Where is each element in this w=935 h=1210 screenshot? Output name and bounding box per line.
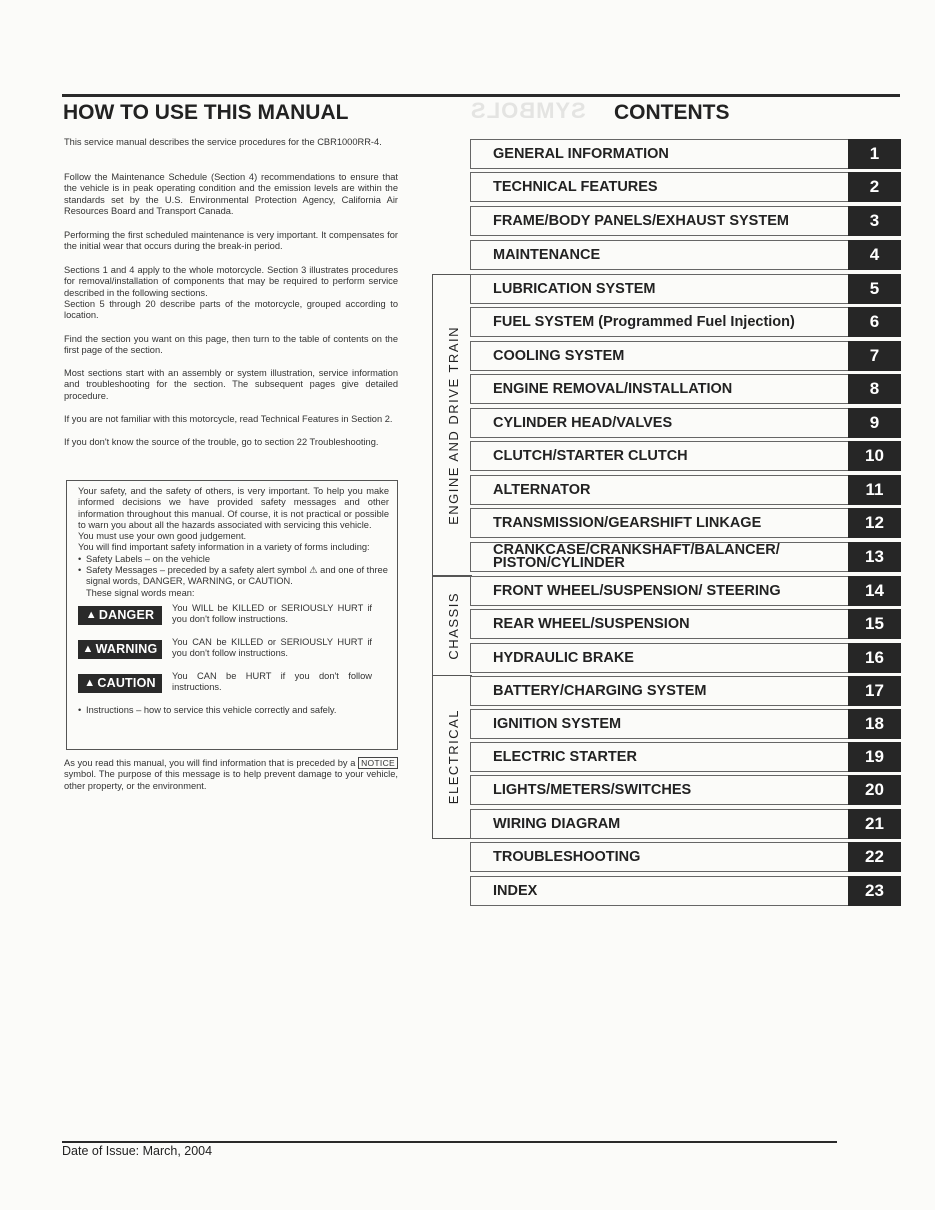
section-number: 14	[848, 576, 901, 606]
warning-badge	[78, 640, 162, 659]
section-number: 5	[848, 274, 901, 304]
contents-label: CRANKCASE/CRANKSHAFT/BALANCER/ PISTON/CYLINDER	[493, 542, 780, 571]
contents-label: MAINTENANCE	[493, 246, 601, 263]
intro-paragraph: Find the section you want on this page, then turn to the table of contents on the first page of the section.	[64, 334, 398, 356]
intro-paragraph: Follow the Maintenance Schedule (Section 4) recommendations to ensure that the vehicle is in peak operating condition and the emission levels are within the standards set by the U.S. Environmental Protection Agency, California Air Resources Board and Transport Canada.	[64, 172, 398, 217]
contents-label: TRANSMISSION/GEARSHIFT LINKAGE	[493, 514, 762, 531]
contents-item[interactable]	[470, 876, 901, 906]
danger-badge	[78, 606, 162, 625]
section-number: 15	[848, 609, 901, 639]
signal-danger	[78, 603, 389, 633]
contents-label: ELECTRIC STARTER	[493, 748, 637, 765]
section-number: 21	[848, 809, 901, 839]
contents-label: LIGHTS/METERS/SWITCHES	[493, 781, 692, 798]
contents-label: BATTERY/CHARGING SYSTEM	[493, 682, 707, 699]
safety-text: These signal words mean:	[86, 587, 195, 598]
notice-paragraph	[64, 758, 398, 792]
contents-item[interactable]	[470, 676, 901, 706]
contents-item[interactable]	[470, 172, 901, 202]
section-number: 1	[848, 139, 901, 169]
contents-label: IGNITION SYSTEM	[493, 715, 622, 732]
notice-text: As you read this manual, you will find information that is preceded by a	[64, 758, 356, 768]
caution-badge	[78, 674, 162, 693]
contents-label: ALTERNATOR	[493, 481, 591, 498]
ghost-heading: SYMBOLS	[470, 98, 586, 123]
contents-label: WIRING DIAGRAM	[493, 815, 621, 832]
contents-title: CONTENTS	[614, 101, 730, 124]
contents-item[interactable]	[470, 508, 901, 538]
contents-label: HYDRAULIC BRAKE	[493, 649, 634, 666]
contents-item[interactable]	[470, 341, 901, 371]
contents-item[interactable]	[470, 240, 901, 270]
section-number: 17	[848, 676, 901, 706]
contents-item[interactable]	[470, 441, 901, 471]
contents-item[interactable]	[470, 307, 901, 337]
signal-word: DANGER	[98, 607, 155, 622]
contents-item[interactable]	[470, 576, 901, 606]
alert-triangle-icon: ▲	[85, 608, 97, 621]
notice-tag: NOTICE	[358, 757, 398, 769]
section-number: 9	[848, 408, 901, 438]
section-number: 2	[848, 172, 901, 202]
safety-text: You must use your own good judgement.	[78, 531, 247, 542]
contents-item[interactable]	[470, 542, 901, 572]
contents-item[interactable]	[470, 374, 901, 404]
signal-description: You CAN be KILLED or SERIOUSLY HURT if you don't follow instructions.	[172, 636, 372, 659]
safety-box	[66, 480, 398, 750]
notice-text: symbol. The purpose of this message is to help prevent damage to your vehicle, other property, or the environment.	[64, 769, 398, 791]
contents-item[interactable]	[470, 775, 901, 805]
intro-paragraph: Sections 1 and 4 apply to the whole motorcycle. Section 3 illustrates procedures for removal/installation of components that may be required to perform service described in the following sections.	[64, 265, 398, 298]
section-number: 8	[848, 374, 901, 404]
section-number: 4	[848, 240, 901, 270]
page-title: HOW TO USE THIS MANUAL	[63, 101, 349, 124]
intro-paragraph: This service manual describes the service procedures for the CBR1000RR-4.	[64, 137, 382, 147]
section-number: 6	[848, 307, 901, 337]
signal-caution	[78, 671, 389, 701]
alert-triangle-icon: ▲	[84, 676, 96, 689]
group-chassis-label: CHASSIS	[445, 592, 461, 660]
contents-item[interactable]	[470, 842, 901, 872]
contents-item[interactable]	[470, 809, 901, 839]
section-number: 16	[848, 643, 901, 673]
contents-item[interactable]	[470, 742, 901, 772]
alert-triangle-icon: ▲	[82, 642, 94, 655]
contents-item[interactable]	[470, 408, 901, 438]
contents-label: FUEL SYSTEM (Programmed Fuel Injection)	[493, 313, 795, 330]
section-number: 18	[848, 709, 901, 739]
contents-item[interactable]	[470, 475, 901, 505]
safety-bullet: • Instructions – how to service this vehicle correctly and safely.	[78, 705, 389, 716]
contents-item[interactable]	[470, 709, 901, 739]
intro-paragraph: Section 5 through 20 describe parts of the motorcycle, grouped according to location.	[64, 299, 398, 321]
section-number: 10	[848, 441, 901, 471]
intro-paragraph: If you don't know the source of the trouble, go to section 22 Troubleshooting.	[64, 437, 379, 447]
contents-label: INDEX	[493, 882, 538, 899]
contents-label: ENGINE REMOVAL/INSTALLATION	[493, 380, 733, 397]
contents-item[interactable]	[470, 206, 901, 236]
intro-paragraph: Most sections start with an assembly or system illustration, service information and troubleshooting for the section. The subsequent pages give detailed procedure.	[64, 368, 398, 401]
section-number: 20	[848, 775, 901, 805]
group-engine-label: ENGINE AND DRIVE TRAIN	[445, 325, 461, 525]
contents-item[interactable]	[470, 274, 901, 304]
section-number: 7	[848, 341, 901, 371]
top-rule	[62, 94, 900, 97]
contents-item[interactable]	[470, 139, 901, 169]
section-number: 12	[848, 508, 901, 538]
contents-label: COOLING SYSTEM	[493, 347, 625, 364]
section-number: 3	[848, 206, 901, 236]
section-number: 19	[848, 742, 901, 772]
signal-word: WARNING	[95, 641, 158, 656]
section-number: 11	[848, 475, 901, 505]
signal-word: CAUTION	[97, 675, 156, 690]
safety-text: Your safety, and the safety of others, is very important. To help you make informed decisions we have provided safety messages and other information throughout this manual. Of course, it is not practical or possible to warn you about all the hazards associated with servicing this vehicle.	[78, 486, 389, 530]
contents-label: FRONT WHEEL/SUSPENSION/ STEERING	[493, 582, 781, 599]
group-electrical-label: ELECTRICAL	[445, 709, 461, 805]
safety-bullet: • Safety Messages – preceded by a safety alert symbol ⚠ and one of three signal words, DANGER, WARNING, or CAUTION.	[78, 565, 389, 588]
bottom-rule	[62, 1141, 837, 1143]
section-number: 23	[848, 876, 901, 906]
section-number: 13	[848, 542, 901, 572]
safety-text: You will find important safety information in a variety of forms including:	[78, 542, 370, 553]
group-engine-bracket	[432, 274, 472, 576]
contents-item[interactable]	[470, 609, 901, 639]
issue-date: Date of Issue: March, 2004	[62, 1144, 213, 1158]
group-chassis-bracket	[432, 576, 472, 676]
contents-label: TECHNICAL FEATURES	[493, 178, 658, 195]
contents-label: FRAME/BODY PANELS/EXHAUST SYSTEM	[493, 212, 789, 229]
intro-paragraph: Performing the first scheduled maintenance is very important. It compensates for the initial wear that occurs during the break-in period.	[64, 230, 398, 252]
contents-label: TROUBLESHOOTING	[493, 848, 641, 865]
contents-label: REAR WHEEL/SUSPENSION	[493, 615, 690, 632]
intro-paragraph: If you are not familiar with this motorcycle, read Technical Features in Section 2.	[64, 414, 393, 424]
contents-label: CLUTCH/STARTER CLUTCH	[493, 447, 688, 464]
contents-label: CYLINDER HEAD/VALVES	[493, 414, 673, 431]
section-number: 22	[848, 842, 901, 872]
contents-label: LUBRICATION SYSTEM	[493, 280, 656, 297]
safety-bullet: • Safety Labels – on the vehicle	[78, 554, 389, 565]
signal-description: You WILL be KILLED or SERIOUSLY HURT if you don't follow instructions.	[172, 602, 372, 625]
contents-item[interactable]	[470, 643, 901, 673]
signal-warning	[78, 637, 389, 667]
signal-description: You CAN be HURT if you don't follow instructions.	[172, 670, 372, 693]
contents-label: GENERAL INFORMATION	[493, 145, 669, 162]
group-electrical-bracket	[432, 675, 472, 839]
